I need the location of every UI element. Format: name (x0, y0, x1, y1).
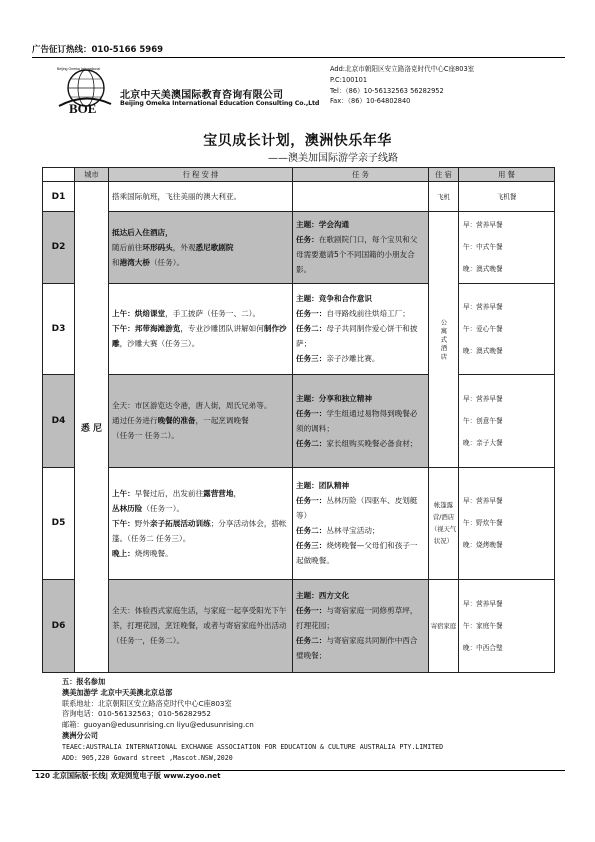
program-cell: 上午：烘焙课堂，手工披萨（任务一、二）。 下午：邦带海滩游览，专业沙雕团队讲解如何制作沙雕，沙雕大赛（任务三）。 (109, 283, 293, 374)
page-subtitle: ——澳美加国际游学亲子线路 (268, 153, 398, 164)
signup-phone: 咨询电话：010-56132563；010-56282952 (62, 709, 211, 719)
table-row (43, 467, 555, 579)
table-header-row (43, 168, 555, 182)
day-label: D4 (43, 374, 75, 467)
task-cell: 主题：西方文化 任务一：与寄宿家庭一同修剪草坪，打理花园； 任务二：与寄宿家庭共同制作中西合璧晚餐； (293, 579, 429, 672)
logo-ring-text: Beijing Omeka International (57, 67, 100, 71)
header-city: 城市 (75, 168, 109, 182)
day-label: D1 (43, 182, 75, 212)
meal-cell: 早：营养早餐 午：创意午餐 晚：亲子大餐 (459, 374, 555, 467)
signup-line: 澳美加游学 北京中天美澳北京总部 (62, 687, 173, 697)
task-cell: 主题：学会沟通 任务：在歌剧院门口，每个宝贝和父母需要邀请5个不同国籍的小朋友合影。 (293, 212, 429, 283)
logo-text: BOE (69, 101, 97, 116)
meal-cell: 早：营养早餐 午：爱心午餐 晚：澳式晚餐 (459, 283, 555, 374)
accommodation-cell: 寄宿家庭 (429, 579, 459, 672)
day-label: D2 (43, 212, 75, 283)
table-row (43, 212, 555, 283)
program-cell: 全天：体验西式家庭生活，与家庭一起享受阳光下午茶，打理花园，烹饪晚餐，或者与寄宿家庭外出活动（任务一，任务二）。 (109, 579, 293, 672)
header-program: 行 程 安 排 (109, 168, 293, 182)
company-logo (55, 62, 113, 118)
itinerary-table (42, 167, 555, 673)
program-cell: 抵达后入住酒店， 随后前往环形码头，外观悉尼歌剧院 和港湾大桥（任务）。 (109, 212, 293, 283)
meal-cell: 早：营养早餐 午：家庭午餐 晚：中西合璧 (459, 579, 555, 672)
day-label: D6 (43, 579, 75, 672)
table-row (43, 283, 555, 374)
company-contact (330, 64, 474, 107)
program-cell: 全天：市区游览达令港，唐人街，周氏兄弟等。 通过任务进行晚餐的准备，一起烹调晚餐 （任务一 任务二）。 (109, 374, 293, 467)
task-cell: 主题：竞争和合作意识 任务一：自寻路线前往烘焙工厂； 任务二：母子共同制作爱心饼干和披萨； 任务三：亲子沙雕比赛。 (293, 283, 429, 374)
header-tasks: 任 务 (293, 168, 429, 182)
company-fax: Fax：（86）10-64802840 (330, 97, 411, 106)
program-cell: 搭乘国际航班，飞往美丽的澳大利亚。 (109, 182, 293, 212)
branch-address-en: ADD: 905,220 Goward street ,Mascot.NSW,2020 (62, 753, 233, 762)
table-row (43, 579, 555, 672)
day-label: D5 (43, 467, 75, 579)
header-cell (43, 168, 75, 182)
branch-heading: 澳洲分公司 (62, 730, 98, 740)
signup-info (62, 677, 443, 763)
accommodation-cell: 帐篷露营/酒店（视天气状况） (429, 467, 459, 579)
page-footer: 120 北京国际版·长线| 欢迎浏览电子版 www.zyoo.net (35, 771, 221, 780)
task-cell (293, 182, 429, 212)
company-name-en: Beijing Omeka International Education Consulting Co.,Ltd (120, 100, 320, 107)
signup-heading: 五：报名参加 (62, 677, 106, 686)
header-rule (32, 57, 565, 58)
company-name-cn: 北京中天美澳国际教育咨询有限公司 (120, 90, 284, 101)
branch-name-en: TEAEC:AUSTRALIA INTERNATIONAL EXCHANGE ASSOCIATION FOR EDUCATION & CULTURE AUSTRALIA PTY.LIMITED (62, 742, 444, 751)
table-row (43, 182, 555, 212)
meal-cell: 早：营养早餐 午：中式午餐 晚：澳式晚餐 (459, 212, 555, 283)
task-cell: 主题：团队精神 任务一：丛林历险（四驱车、皮划艇等） 任务二：丛林寻宝活动； 任务三：烧烤晚餐—父母们和孩子一起做晚餐。 (293, 467, 429, 579)
page-title: 宝贝成长计划，澳洲快乐年华 (203, 133, 392, 149)
program-cell: 上午：早餐过后，出发前往露营营地， 丛林历险（任务一）。 下午：野外亲子拓展活动训练；分享活动体会，搭帐篷。（任务二 任务三）。 晚上：烧烤晚餐。 (109, 467, 293, 579)
signup-address: 联系地址：北京朝阳区安立路洛克时代中心C座803室 (62, 698, 232, 708)
accommodation-cell: 公 寓 式 酒 店 (429, 212, 459, 468)
company-address: Add:北京市朝阳区安立路洛克时代中心C座803室 (330, 65, 475, 73)
city-cell: 悉 尼 (75, 182, 109, 673)
company-tel: Tel：（86）10-56132563 56282952 (330, 86, 444, 95)
day-label: D3 (43, 283, 75, 374)
header-meals: 用 餐 (459, 168, 555, 182)
table-row (43, 374, 555, 467)
signup-email: 邮箱：guoyan@edusunrising.cn liyu@edusunrising.cn (62, 720, 254, 730)
task-cell: 主题：分享和独立精神 任务一：学生组通过易物得到晚餐必须的调料； 任务二：家长组购买晚餐必备食材； (293, 374, 429, 467)
accommodation-cell: 飞机 (429, 182, 459, 212)
ad-hotline: 广告征订热线：010-5166 5969 (32, 45, 164, 55)
company-postcode: P.C:100101 (330, 75, 368, 84)
meal-cell: 早：营养早餐 午：野炊午餐 晚：烧烤晚餐 (459, 467, 555, 579)
meal-cell: 飞机餐 (459, 182, 555, 212)
header-accommodation: 住 宿 (429, 168, 459, 182)
